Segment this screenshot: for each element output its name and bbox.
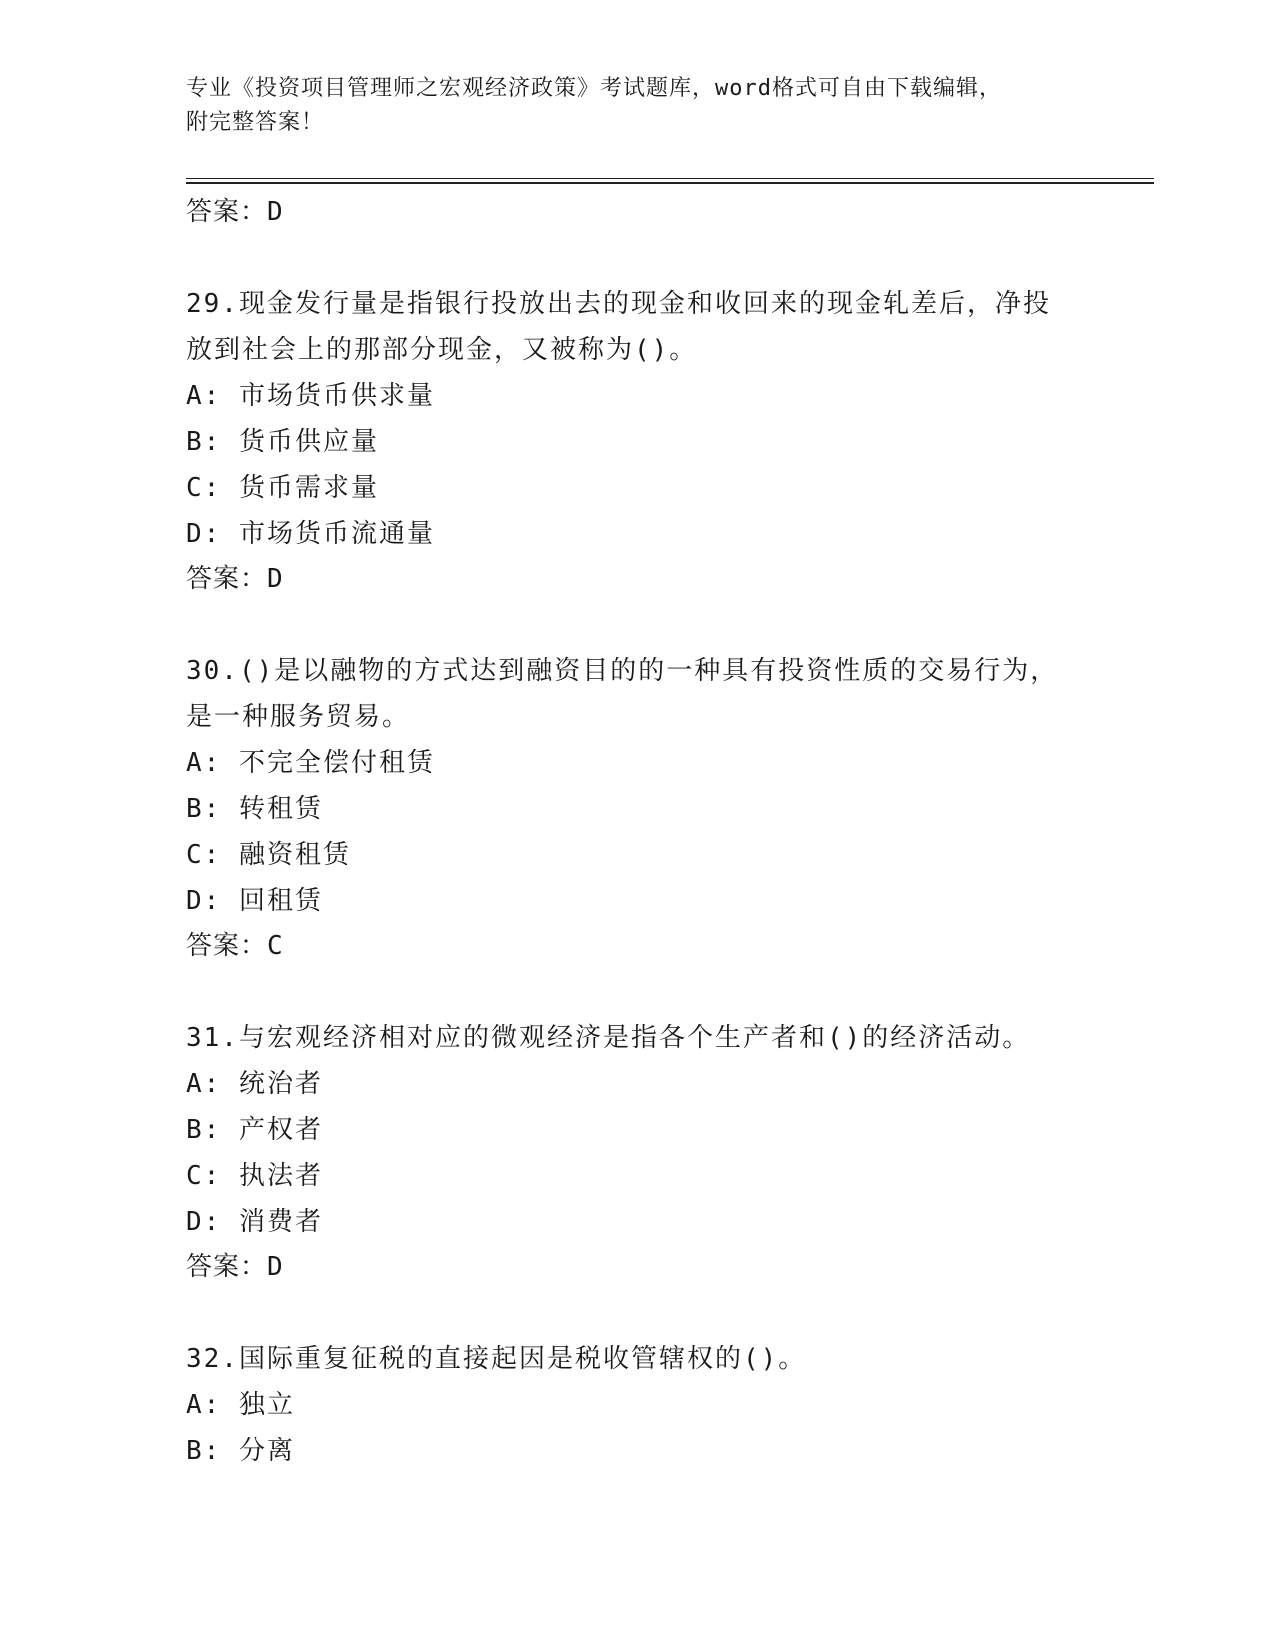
option-b: B: 货币供应量 (186, 427, 379, 457)
option-b: B: 分离 (186, 1436, 295, 1466)
question-30 (186, 648, 1086, 968)
question-stem-line-1: 30.()是以融物的方式达到融资目的的一种具有投资性质的交易行为， (186, 656, 1059, 686)
document-header (186, 72, 1086, 140)
option-a: A: 市场货币供求量 (186, 381, 435, 411)
answer-value: D (267, 197, 285, 227)
header-divider-thin (186, 178, 1154, 179)
option-b: B: 产权者 (186, 1115, 323, 1145)
option-d: D: 消费者 (186, 1207, 323, 1237)
option-c: C: 货币需求量 (186, 473, 379, 503)
answer-label: 答案： (186, 197, 268, 227)
answer-label: 答案： (186, 931, 268, 961)
question-32 (186, 1336, 1086, 1474)
question-stem-line-1: 29.现金发行量是指银行投放出去的现金和收回来的现金轧差后，净投 (186, 289, 1051, 319)
header-line-2: 附完整答案！ (186, 110, 325, 135)
option-a: A: 统治者 (186, 1069, 323, 1099)
question-29 (186, 281, 1086, 601)
answer-label: 答案： (186, 564, 268, 594)
option-d: D: 回租赁 (186, 886, 323, 916)
question-stem-line-1: 32.国际重复征税的直接起因是税收管辖权的()。 (186, 1344, 807, 1374)
question-stem-line-2: 放到社会上的那部分现金，又被称为()。 (186, 335, 698, 365)
question-answer (186, 1245, 1086, 1289)
header-line-1: 专业《投资项目管理师之宏观经济政策》考试题库，word格式可自由下载编辑， (186, 76, 1002, 101)
option-b: B: 转租赁 (186, 794, 323, 824)
question-stem-line-1: 31.与宏观经济相对应的微观经济是指各个生产者和()的经济活动。 (186, 1023, 1031, 1053)
option-c: C: 融资租赁 (186, 840, 351, 870)
option-c: C: 执法者 (186, 1161, 323, 1191)
answer-value: D (267, 1252, 285, 1282)
option-a: A: 独立 (186, 1390, 295, 1420)
answer-label: 答案： (186, 1252, 268, 1282)
previous-answer (186, 190, 1086, 234)
answer-value: D (267, 564, 285, 594)
option-a: A: 不完全偿付租赁 (186, 748, 435, 778)
option-d: D: 市场货币流通量 (186, 519, 435, 549)
question-answer (186, 557, 1086, 601)
question-answer (186, 924, 1086, 968)
header-divider-thick (186, 182, 1154, 184)
question-stem-line-2: 是一种服务贸易。 (186, 702, 411, 732)
question-31 (186, 1015, 1086, 1289)
question-list (186, 190, 1086, 1474)
answer-value: C (267, 931, 285, 961)
